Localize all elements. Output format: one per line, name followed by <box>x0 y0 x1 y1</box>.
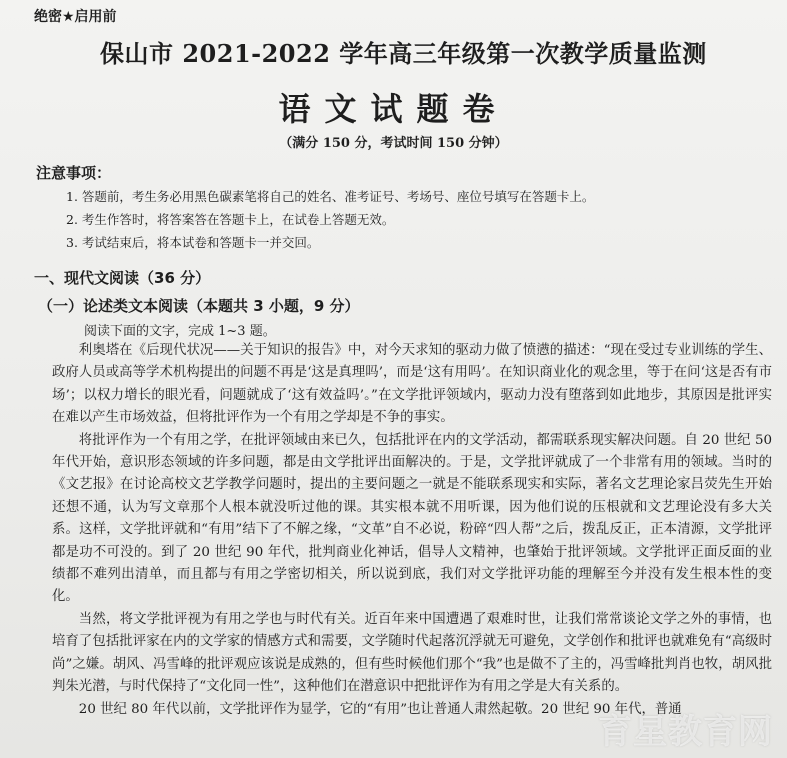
note-item: 3. 考试结束后，将本试卷和答题卡一并交回。 <box>66 235 320 250</box>
confidential-label: 绝密★启用前 <box>34 9 117 25</box>
note-item: 2. 考生作答时，将答案答在答题卡上，在试卷上答题无效。 <box>66 212 395 227</box>
paper-title: 语文试题卷 <box>278 90 509 128</box>
exam-title: 保山市 2021-2022 学年高三年级第一次教学质量监测 <box>100 39 707 68</box>
score-info: （满分 150 分，考试时间 150 分钟） <box>279 136 508 151</box>
reading-instruction: 阅读下面的文字，完成 1~3 题。 <box>84 324 276 339</box>
passage-paragraph: 利奥塔在《后现代状况——关于知识的报告》中，对今天求知的驱动力做了愤懑的描述：“现在受过专业训练的学生、政府人员或高等学术机构提出的问题不再是‘这是真理吗’，而是‘这有用吗’。在知识商业化的观念里，等于在问‘这是否有市场’；以权力增长的眼光看，问题就成了‘这有效益吗’。”在文学批评领域内，驱动力没有堕落到如此地步，其原因是批评实在难以产生市场效益，但将批评作为一个有用之学却是不争的事实。 <box>52 343 772 426</box>
passage-paragraph: 当然，将文学批评视为有用之学也与时代有关。近百年来中国遭遇了艰难时世，让我们常常谈论文学之外的事情，也培育了包括批评家在内的文学家的情感方式和需要，文学随时代起落沉浮就无可避免，文学创作和批评也就难免有“高级时尚”之嫌。胡风、冯雪峰的批评观应该说是成熟的，但有些时候他们那个“我”也是做不了主的，冯雪峰批判肖也牧，胡风批判朱光潜，与时代保持了“文化同一性”，这种他们在潜意识中把批评作为有用之学是大有关系的。 <box>52 611 772 695</box>
passage-paragraph: 将批评作为一个有用之学，在批评领域由来已久，包括批评在内的文学活动，都需联系现实解决问题。自 20 世纪 50 年代开始，意识形态领域的许多问题，都是由文学批评出面解决的。于是，文学批评就成了一个非常有用的领域。当时的《文艺报》在讨论高校文艺学教学问题时，提出的主要问题之一就是不能联系现实和实际，著名文艺理论家吕荧先生开始还想不通，认为写文章那个人根本就没听过他的课。其实根本就不用听课，因为他们说的压根就和文艺理论没有多大关系。这样，文学批评就和“有用”结下了不解之缘，“文革”自不必说，粉碎“四人帮”之后，拨乱反正，正本清源，文学批评都是功不可没的。到了 20 世纪 90 年代，批判商业化神话，倡导人文精神，也肇始于批评领域。文学批评正面反面的业绩都不难列出清单，而且都与有用之学密切相关，所以说到底，我们对文学批评功能的理解至今并没有发生根本性的变化。 <box>52 432 772 605</box>
subsection-title: （一）论述类文本阅读（本题共 3 小题，9 分） <box>38 297 360 315</box>
watermark-logo: 育星教育网 <box>598 712 773 748</box>
note-item: 1. 答题前，考生务必用黑色碳素笔将自己的姓名、准考证号、考场号、座位号填写在答题卡上。 <box>66 189 595 204</box>
passage-paragraph: 20 世纪 80 年代以前，文学批评作为显学，它的“有用”也让普通人肃然起敬。20 世纪 90 年代，普通 <box>78 701 682 717</box>
notes-heading: 注意事项： <box>36 164 112 182</box>
reading-passage <box>52 340 772 721</box>
section-title: 一、现代文阅读（36 分） <box>34 269 211 287</box>
